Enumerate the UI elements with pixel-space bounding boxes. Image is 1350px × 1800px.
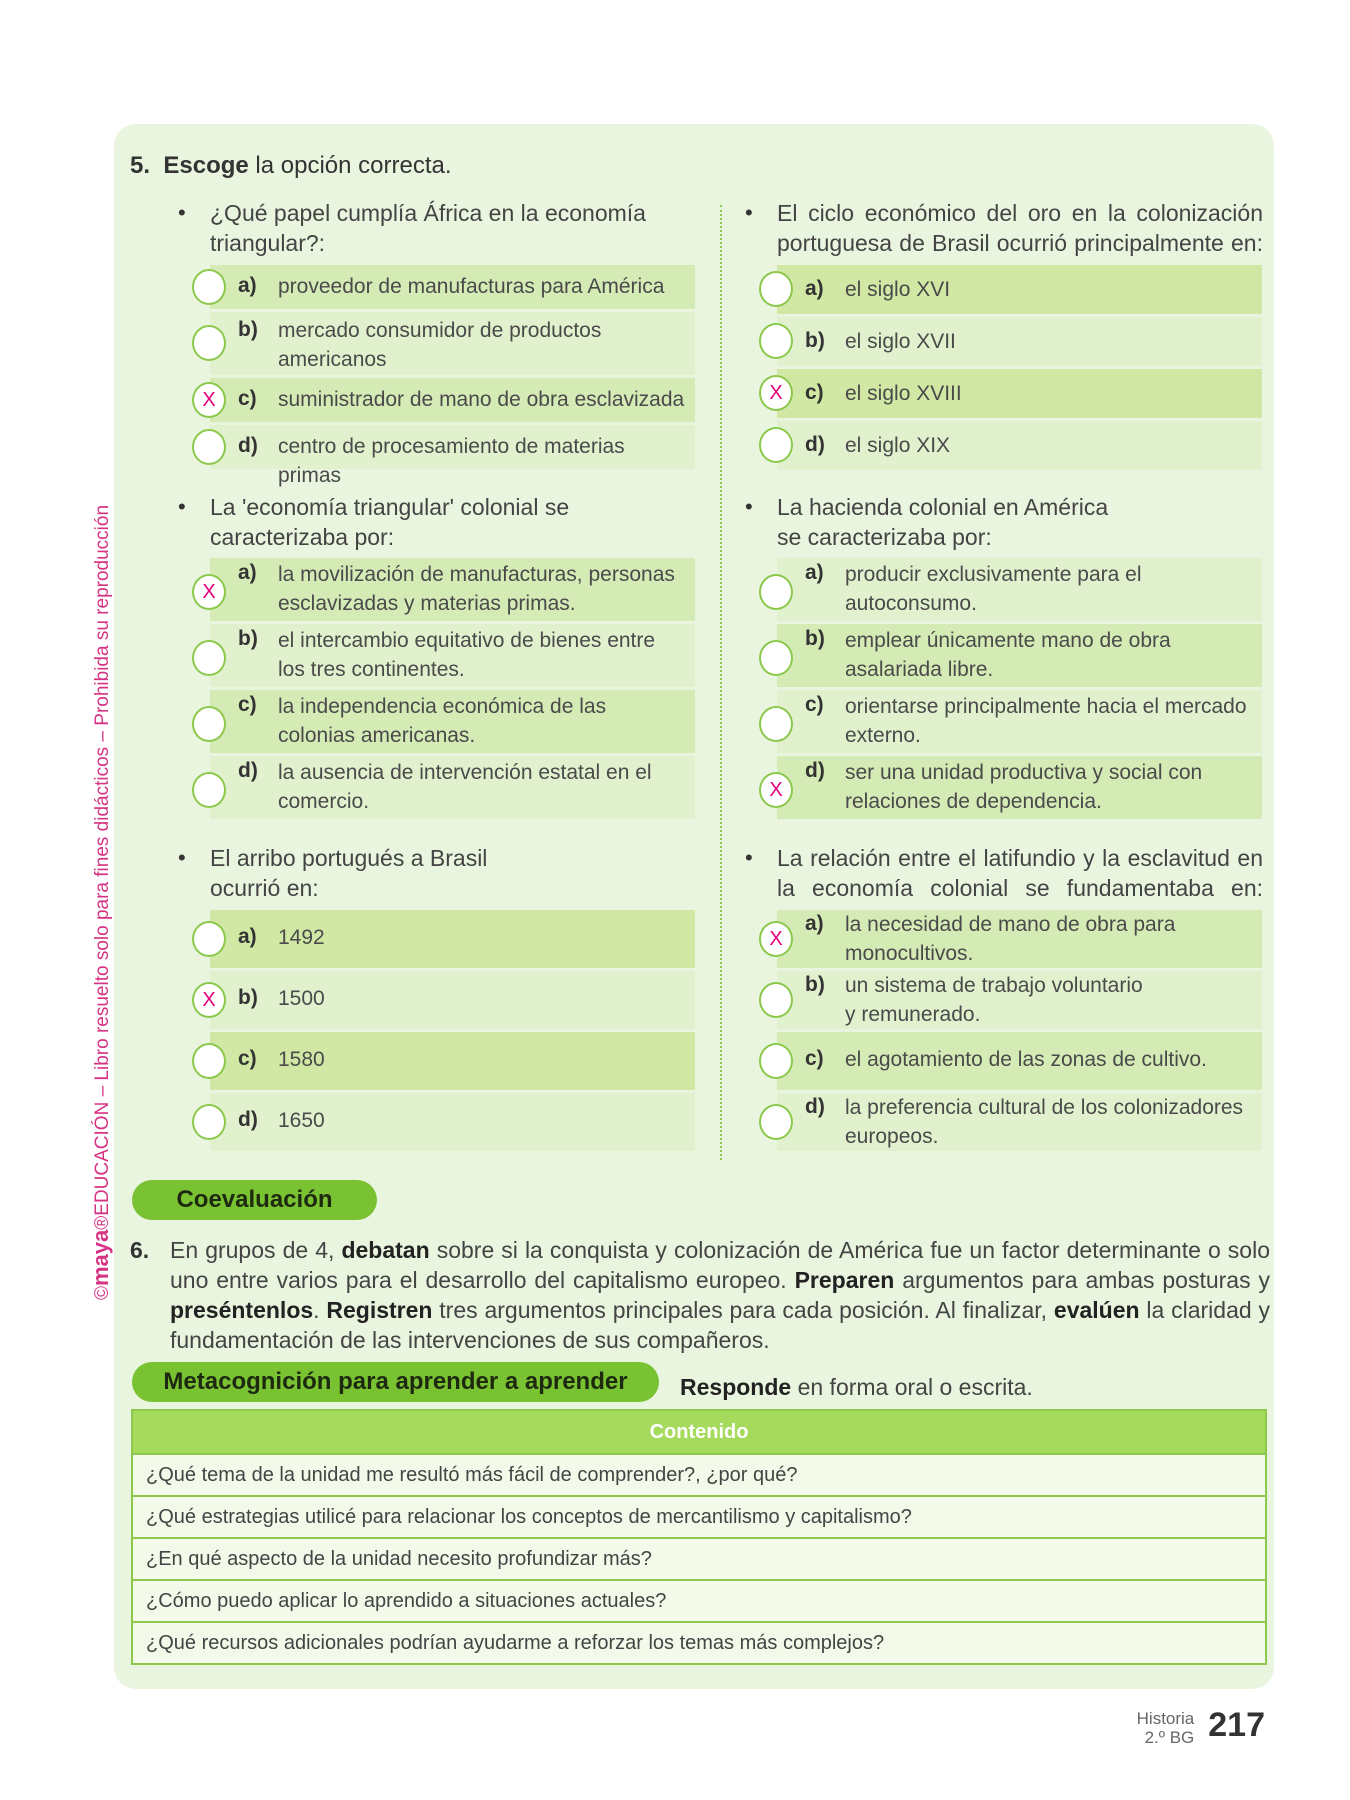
q6-verb: Registren <box>326 1297 433 1323</box>
option-letter: b) <box>238 986 258 1009</box>
page-number: 217 <box>1208 1706 1265 1744</box>
q6-number: 6. <box>130 1237 150 1263</box>
answer-circle[interactable]: X <box>192 982 226 1018</box>
footer-subject-block <box>1137 1709 1195 1747</box>
option-letter: d) <box>238 434 258 457</box>
coevaluacion-badge <box>132 1180 377 1220</box>
option-text: 1650 <box>278 1109 325 1132</box>
q5-verb: Escoge <box>163 152 249 179</box>
q6-text <box>170 1235 1270 1355</box>
option-row[interactable] <box>769 369 1262 418</box>
option-text: el siglo XIX <box>845 434 951 457</box>
option-text: el siglo XVI <box>845 278 951 301</box>
option-letter: a) <box>238 274 257 297</box>
bullet: • <box>178 494 186 519</box>
responde-verb: Responde <box>680 1374 792 1400</box>
option-text: producir exclusivamente para el autoconsumo. <box>845 563 1142 615</box>
option-letter: a) <box>805 561 824 584</box>
answer-circle[interactable] <box>759 323 793 359</box>
table-row: ¿Cómo puedo aplicar lo aprendido a situaciones actuales? <box>133 1579 1265 1621</box>
question-right-3 <box>745 843 1263 903</box>
q6-part: sobre si la conquista y colonización de América fue un factor determinante o solo uno entre varios para el desarrollo del capitalismo europeo. <box>170 1237 1270 1293</box>
q6-verb: Preparen <box>794 1267 895 1293</box>
q6-part: En grupos de 4, <box>170 1237 342 1263</box>
option-letter: c) <box>805 381 824 404</box>
option-text: suministrador de mano de obra esclavizada <box>278 388 685 411</box>
option-row[interactable] <box>769 756 1262 819</box>
answer-circle[interactable] <box>192 429 226 465</box>
footer-subject: Historia <box>1136 1709 1195 1728</box>
table-row: ¿Qué recursos adicionales podrían ayudarme a reforzar los temas más complejos? <box>133 1621 1265 1663</box>
question-prompt: El ciclo económico del oro en la colonización portuguesa de Brasil ocurrió principalmente en: <box>777 200 1263 256</box>
option-text: 1492 <box>278 926 325 949</box>
option-letter: a) <box>238 925 257 948</box>
option-text: proveedor de manufacturas para América <box>278 275 665 298</box>
answer-circle[interactable] <box>759 1104 793 1140</box>
q6-verb: debatan <box>341 1237 430 1263</box>
responde-instruction <box>680 1374 1033 1401</box>
column-divider <box>720 205 722 1160</box>
question-prompt: La relación entre el latifundio y la esclavitud en la economía colonial se fundamentaba en: <box>777 845 1263 901</box>
option-text: el siglo XVIII <box>845 382 962 405</box>
answer-circle[interactable]: X <box>759 921 793 957</box>
option-row[interactable] <box>210 425 695 487</box>
option-row[interactable] <box>202 971 695 1029</box>
q6-part: tres argumentos principales para cada posición. Al finalizar, <box>432 1297 1054 1323</box>
option-row[interactable] <box>769 910 1262 968</box>
answer-circle[interactable] <box>192 1104 226 1140</box>
answer-circle[interactable] <box>759 574 793 610</box>
q6-part: la claridad y fundamentación de las intervenciones de sus compañeros. <box>170 1297 1270 1353</box>
question-right-1 <box>745 198 1263 258</box>
q6-verb: evalúen <box>1053 1297 1140 1323</box>
option-row[interactable] <box>202 378 695 422</box>
option-letter: b) <box>805 329 825 352</box>
option-text: la independencia económica de las colonias americanas. <box>278 695 607 747</box>
question-prompt: La 'economía triangular' colonial se caracterizaba por: <box>210 494 570 550</box>
option-letter: c) <box>805 1047 824 1070</box>
bullet: • <box>745 200 753 225</box>
option-text: 1580 <box>278 1048 325 1071</box>
answer-circle[interactable] <box>759 1043 793 1079</box>
answer-circle[interactable]: X <box>759 772 793 808</box>
q6-block <box>130 1235 1270 1355</box>
option-text: el agotamiento de las zonas de cultivo. <box>845 1048 1207 1071</box>
option-row[interactable] <box>210 265 695 309</box>
option-text: centro de procesamiento de materias primas <box>278 435 625 487</box>
option-row[interactable] <box>210 624 695 687</box>
answer-circle[interactable] <box>192 706 226 742</box>
option-row[interactable] <box>777 317 1262 366</box>
answer-circle[interactable] <box>192 1043 226 1079</box>
option-row[interactable] <box>777 971 1262 1029</box>
option-text: orientarse principalmente hacia el mercado externo. <box>845 695 1247 747</box>
option-letter: a) <box>238 561 257 584</box>
answer-circle[interactable]: X <box>759 375 793 411</box>
bullet: • <box>178 845 186 870</box>
option-letter: d) <box>238 759 258 782</box>
option-text: mercado consumidor de productos americanos <box>278 319 602 371</box>
q5-instruction: la opción correcta. <box>255 152 452 179</box>
answer-circle[interactable]: X <box>192 574 226 610</box>
option-letter: b) <box>238 627 258 650</box>
option-text: la necesidad de mano de obra para monocultivos. <box>845 913 1176 965</box>
option-text: la movilización de manufacturas, personas esclavizadas y materias primas. <box>278 563 675 615</box>
footer-grade: 2.º BG <box>1144 1728 1195 1747</box>
option-text: un sistema de trabajo voluntario y remunerado. <box>845 974 1143 1026</box>
option-letter: c) <box>805 693 824 716</box>
option-row[interactable] <box>210 690 695 753</box>
option-row[interactable] <box>777 265 1262 314</box>
q5-heading <box>130 152 452 180</box>
option-text: el intercambio equitativo de bienes entre los tres continentes. <box>278 629 656 681</box>
table-row: ¿En qué aspecto de la unidad necesito profundizar más? <box>133 1537 1265 1579</box>
option-text: ser una unidad productiva y social con relaciones de dependencia. <box>845 761 1203 813</box>
registered-symbol: ® <box>92 1215 113 1230</box>
option-letter: a) <box>805 912 824 935</box>
answer-circle[interactable] <box>192 640 226 676</box>
copyright-symbol: © <box>92 1286 113 1300</box>
metacognicion-table <box>131 1409 1267 1665</box>
option-row[interactable] <box>210 312 695 375</box>
option-row[interactable] <box>777 690 1262 753</box>
answer-circle[interactable] <box>759 427 793 463</box>
option-text: 1500 <box>278 987 325 1010</box>
option-letter: c) <box>238 1047 257 1070</box>
option-text: emplear únicamente mano de obra asalariada libre. <box>845 629 1171 681</box>
option-letter: b) <box>805 627 825 650</box>
answer-circle[interactable] <box>192 269 226 305</box>
coevaluacion-label: Coevaluación <box>176 1186 333 1213</box>
metacognicion-label: Metacognición para aprender a aprender <box>163 1368 628 1395</box>
side-copyright-text <box>86 480 116 1300</box>
question-right-2 <box>745 492 1137 552</box>
option-letter: b) <box>805 973 825 996</box>
answer-circle[interactable] <box>759 706 793 742</box>
option-row[interactable] <box>210 910 695 968</box>
question-prompt: La hacienda colonial en América se caracterizaba por: <box>777 494 1109 550</box>
option-letter: a) <box>805 277 824 300</box>
q6-part: . <box>313 1297 327 1323</box>
option-letter: d) <box>805 759 825 782</box>
answer-circle[interactable] <box>759 982 793 1018</box>
option-text: el siglo XVII <box>845 330 956 353</box>
option-row[interactable] <box>210 1032 695 1090</box>
option-row[interactable] <box>777 624 1262 687</box>
option-letter: c) <box>238 693 257 716</box>
answer-circle[interactable] <box>192 325 226 361</box>
answer-circle[interactable] <box>192 921 226 957</box>
q6-part: argumentos para ambas posturas y <box>894 1267 1270 1293</box>
table-row: ¿Qué estrategias utilicé para relacionar los conceptos de mercantilismo y capitalismo? <box>133 1495 1265 1537</box>
question-left-3 <box>178 843 510 903</box>
question-left-1 <box>178 198 690 258</box>
bullet: • <box>745 845 753 870</box>
option-row[interactable] <box>777 1032 1262 1090</box>
option-row[interactable] <box>202 558 695 621</box>
question-prompt: El arribo portugués a Brasil ocurrió en: <box>210 845 488 901</box>
option-letter: d) <box>805 1095 825 1118</box>
answer-circle[interactable] <box>759 271 793 307</box>
responde-rest: en forma oral o escrita. <box>791 1374 1033 1400</box>
answer-circle[interactable] <box>192 772 226 808</box>
q6-verb: preséntenlos <box>170 1297 314 1323</box>
option-row[interactable] <box>777 1093 1262 1151</box>
table-row: ¿Qué tema de la unidad me resultó más fácil de comprender?, ¿por qué? <box>133 1453 1265 1495</box>
side-disclaimer: EDUCACIÓN – Libro resuelto solo para fines didácticos – Prohibida su reproducción <box>92 504 113 1216</box>
page-footer <box>1137 1705 1265 1747</box>
option-letter: d) <box>805 433 825 456</box>
brand-logo-text: maya <box>88 1229 113 1286</box>
option-row[interactable] <box>210 756 695 819</box>
q5-number: 5. <box>130 152 151 179</box>
answer-circle[interactable]: X <box>192 382 226 418</box>
answer-circle[interactable] <box>759 640 793 676</box>
bullet: • <box>745 494 753 519</box>
option-text: la preferencia cultural de los colonizadores europeos. <box>845 1096 1244 1148</box>
option-row[interactable] <box>777 421 1262 470</box>
option-row[interactable] <box>210 1093 695 1151</box>
metacognicion-badge <box>132 1362 659 1402</box>
option-letter: c) <box>238 387 257 410</box>
question-prompt: ¿Qué papel cumplía África en la economía triangular?: <box>210 200 646 256</box>
option-letter: b) <box>238 318 258 341</box>
option-row[interactable] <box>777 558 1262 621</box>
bullet: • <box>178 200 186 225</box>
option-letter: d) <box>238 1108 258 1131</box>
question-left-2 <box>178 492 590 552</box>
option-text: la ausencia de intervención estatal en el comercio. <box>278 761 652 813</box>
table-header: Contenido <box>133 1411 1265 1453</box>
